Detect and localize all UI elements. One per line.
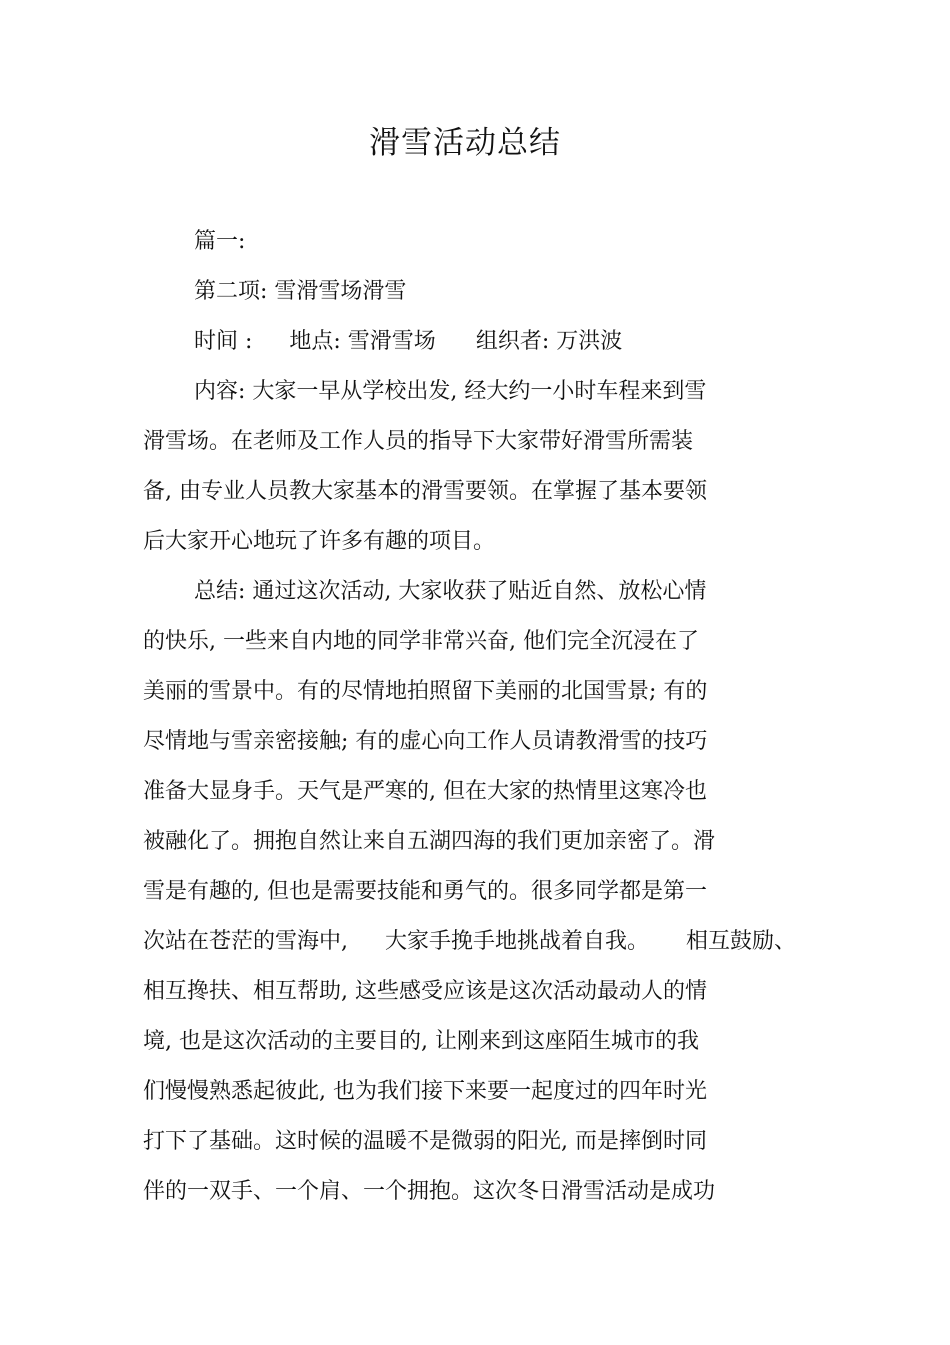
summary-line: 们慢慢熟悉起彼此, 也为我们接下来要一起度过的四年时光 — [143, 1079, 707, 1104]
summary-line: 被融化了。拥抱自然让来自五湖四海的我们更加亲密了。滑 — [143, 829, 716, 854]
summary-line: 尽情地与雪亲密接触; 有的虚心向工作人员请教滑雪的技巧 — [143, 729, 708, 754]
time-label: 时间 : — [194, 329, 253, 354]
content-line: 后大家开心地玩了许多有趣的项目。 — [143, 529, 496, 554]
info-line — [194, 327, 622, 357]
document-title: 滑雪活动总结 — [369, 125, 561, 161]
summary-line: 相互搀扶、相互帮助, 这些感受应该是这次活动最动人的情 — [143, 979, 707, 1004]
summary-line: 的快乐, 一些来自内地的同学非常兴奋, 他们完全沉浸在了 — [143, 629, 699, 654]
summary-line: 总结: 通过这次活动, 大家收获了贴近自然、放松心情 — [194, 579, 707, 604]
summary-line: 准备大显身手。天气是严寒的, 但在大家的热情里这寒冷也 — [143, 779, 707, 804]
summary-fragment: 次站在苍茫的雪海中, — [143, 929, 348, 954]
content-line: 滑雪场。在老师及工作人员的指导下大家带好滑雪所需装 — [143, 429, 694, 454]
summary-line: 雪是有趣的, 但也是需要技能和勇气的。很多同学都是第一 — [143, 879, 707, 904]
summary-line: 打下了基础。这时候的温暖不是微弱的阳光, 而是摔倒时同 — [143, 1129, 707, 1154]
content-line: 备, 由专业人员教大家基本的滑雪要领。在掌握了基本要领 — [143, 479, 707, 504]
organizer-text: 组织者: 万洪波 — [475, 329, 623, 354]
summary-line-split — [143, 927, 796, 957]
place-text: 地点: 雪滑雪场 — [289, 329, 436, 354]
summary-line: 境, 也是这次活动的主要目的, 让刚来到这座陌生城市的我 — [143, 1029, 699, 1054]
item-line: 第二项: 雪滑雪场滑雪 — [194, 279, 407, 304]
summary-fragment: 大家手挽手地挑战着自我。 — [385, 929, 650, 954]
summary-fragment: 相互鼓励、 — [686, 929, 797, 954]
section-label: 篇一: — [194, 229, 246, 254]
content-line: 内容: 大家一早从学校出发, 经大约一小时车程来到雪 — [194, 379, 707, 404]
summary-line: 美丽的雪景中。有的尽情地拍照留下美丽的北国雪景; 有的 — [143, 679, 708, 704]
summary-line: 伴的一双手、一个肩、一个拥抱。这次冬日滑雪活动是成功 — [143, 1179, 716, 1204]
